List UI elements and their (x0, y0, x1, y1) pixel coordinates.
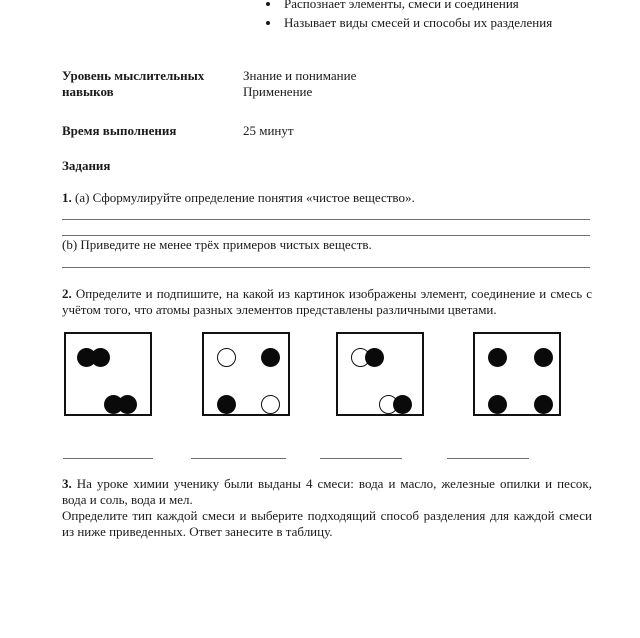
picture-3 (336, 332, 424, 416)
atom-black (488, 395, 507, 414)
time-label: Время выполнения (62, 123, 177, 138)
task1-part-a: 1. (a) Сформулируйте определение понятия «чистое вещество». (62, 190, 415, 205)
thinking-skills-label: Уровень мыслительных навыков (62, 68, 205, 99)
answer-line[interactable] (62, 267, 590, 268)
atom-black (393, 395, 412, 414)
atom-white (261, 395, 280, 414)
answer-line[interactable] (62, 219, 590, 220)
picture-2-answer-line[interactable] (191, 458, 286, 459)
picture-1-answer-line[interactable] (63, 458, 153, 459)
answer-line[interactable] (62, 235, 590, 236)
atom-black (217, 395, 236, 414)
bullet-icon (266, 21, 270, 25)
atom-black (261, 348, 280, 367)
objectives-list (262, 0, 552, 32)
objective-item: Распознает элементы, смеси и соединения (262, 0, 552, 13)
atom-black (534, 395, 553, 414)
atom-black (91, 348, 110, 367)
thinking-skills-values: Знание и понимание Применение (243, 68, 357, 99)
objective-item: Называет виды смесей и способы их разделения (262, 13, 552, 32)
tasks-heading: Задания (62, 158, 111, 173)
time-value: 25 минут (243, 123, 294, 138)
atom-black (534, 348, 553, 367)
task3-text-1: 3. На уроке химии ученику были выданы 4 смеси: вода и масло, железные опилки и песок, вода и соль, вода и мел. (62, 476, 592, 507)
picture-2 (202, 332, 290, 416)
picture-1 (64, 332, 152, 416)
atom-black (118, 395, 137, 414)
task3-text-2: Определите тип каждой смеси и выберите подходящий способ разделения для каждой смеси из ниже приведенных. Ответ занесите в таблицу. (62, 508, 592, 539)
picture-4-answer-line[interactable] (447, 458, 529, 459)
picture-4 (473, 332, 561, 416)
picture-3-answer-line[interactable] (320, 458, 402, 459)
task1-part-b: (b) Приведите не менее трёх примеров чистых веществ. (62, 237, 372, 252)
atom-black (365, 348, 384, 367)
atom-black (488, 348, 507, 367)
task2-text: 2. Определите и подпишите, на какой из картинок изображены элемент, соединение и смесь с учётом того, что атомы разных элементов представлены различными цветами. (62, 286, 592, 317)
atom-white (217, 348, 236, 367)
bullet-icon (266, 2, 270, 6)
